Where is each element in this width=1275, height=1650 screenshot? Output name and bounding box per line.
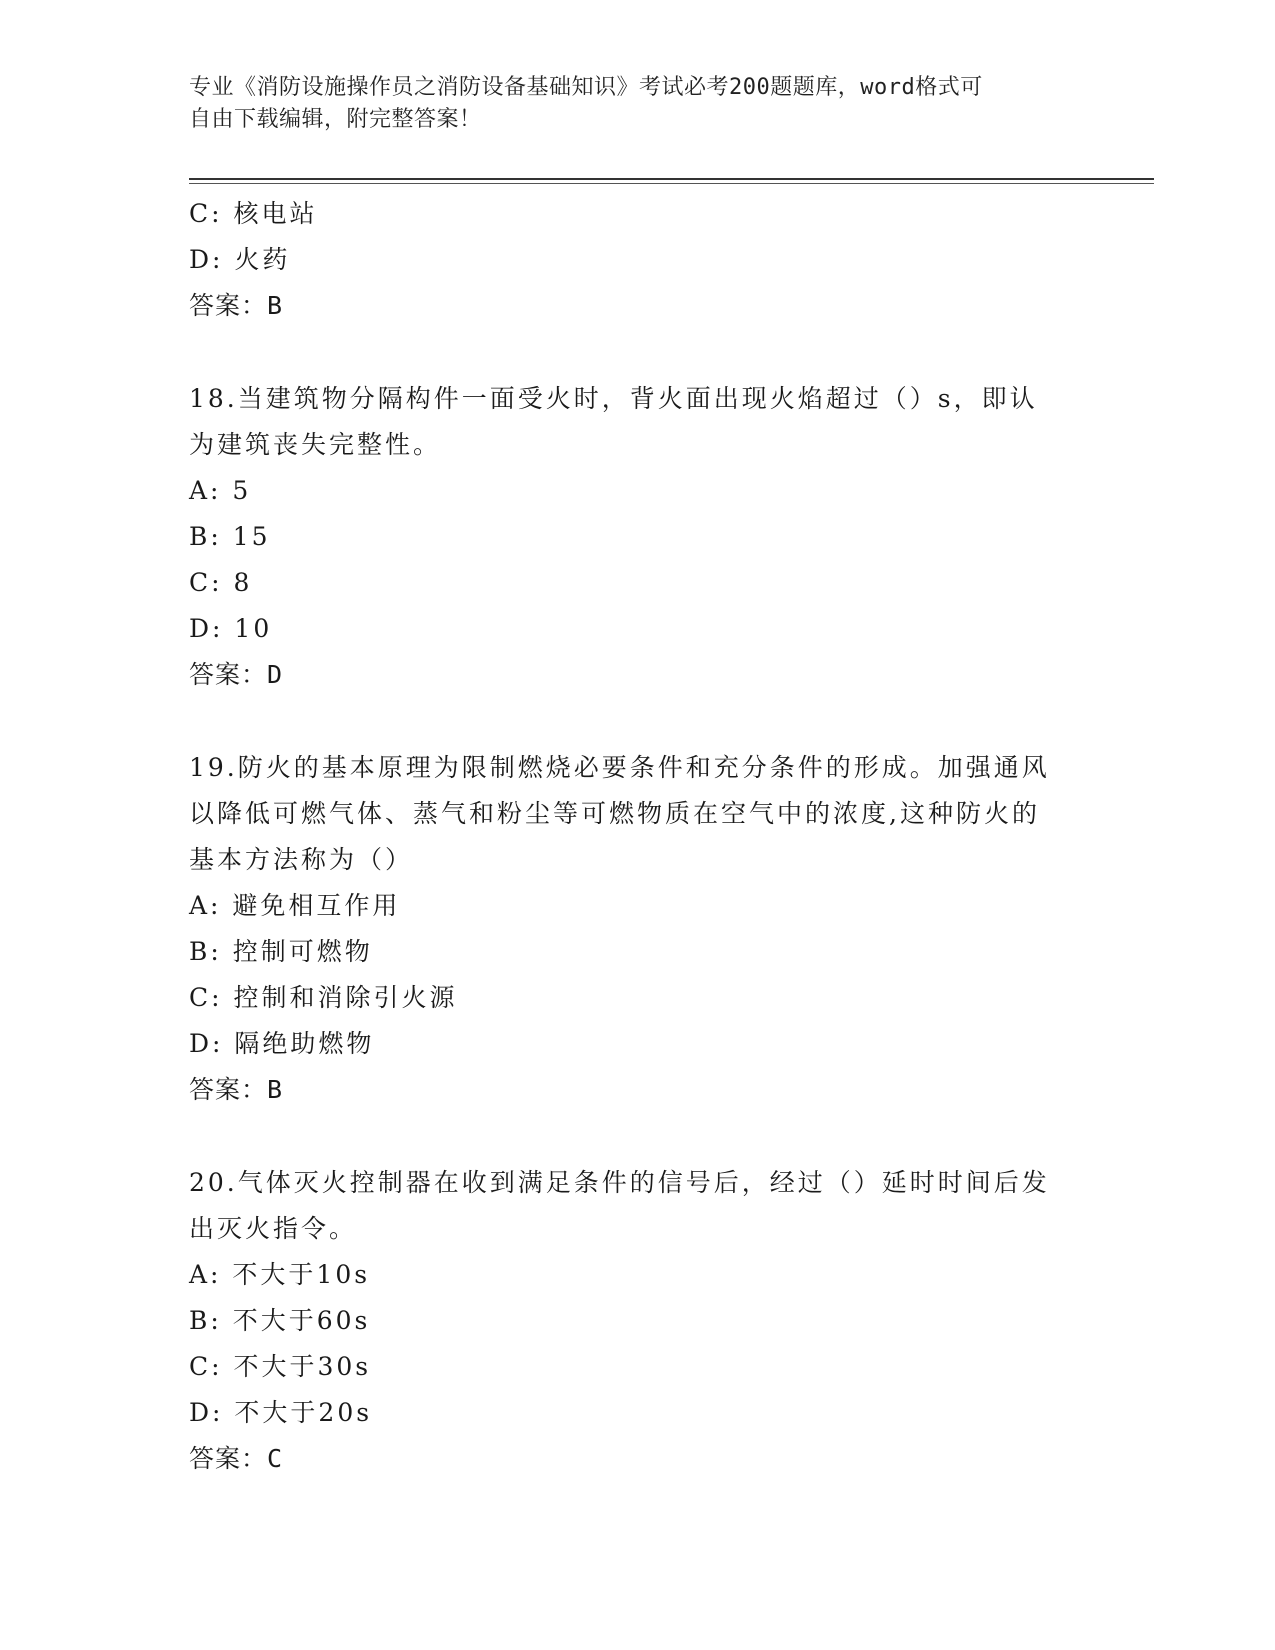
stem-line: 基本方法称为（） xyxy=(189,845,414,874)
header-divider xyxy=(189,178,1154,180)
answer: 答案：B xyxy=(189,291,284,320)
header-divider-thin xyxy=(189,183,1154,184)
stem-line: 20.气体灭火控制器在收到满足条件的信号后，经过（）延时时间后发 xyxy=(189,1168,1050,1197)
question-stem xyxy=(189,745,1069,883)
question-19 xyxy=(189,745,1089,1113)
stem-line: 以降低可燃气体、蒸气和粉尘等可燃物质在空气中的浓度,这种防火的 xyxy=(189,799,1040,828)
option-d: D: 火药 xyxy=(189,245,291,274)
option-c: C: 不大于30s xyxy=(189,1352,372,1381)
option-b: B: 不大于60s xyxy=(189,1306,371,1335)
answer: 答案：D xyxy=(189,660,284,689)
stem-line: 19.防火的基本原理为限制燃烧必要条件和充分条件的形成。加强通风 xyxy=(189,753,1050,782)
document-header xyxy=(189,72,1069,136)
option-a: A: 不大于10s xyxy=(189,1260,371,1289)
option-a: A: 5 xyxy=(189,476,252,505)
stem-line: 出灭火指令。 xyxy=(189,1214,358,1243)
question-stem xyxy=(189,1160,1069,1252)
question-18 xyxy=(189,376,1089,698)
spacer xyxy=(189,698,1089,745)
stem-line: 为建筑丧失完整性。 xyxy=(189,430,442,459)
option-d: D: 隔绝助燃物 xyxy=(189,1029,375,1058)
spacer xyxy=(189,329,1089,376)
spacer xyxy=(189,1113,1089,1160)
stem-line: 18.当建筑物分隔构件一面受火时，背火面出现火焰超过（）s，即认 xyxy=(189,384,1038,413)
option-c: C: 控制和消除引火源 xyxy=(189,983,458,1012)
header-line-1: 专业《消防设施操作员之消防设备基础知识》考试必考200题题库，word格式可 xyxy=(189,75,983,100)
option-d: D: 不大于20s xyxy=(189,1398,373,1427)
question-stem xyxy=(189,376,1069,468)
option-c: C: 8 xyxy=(189,568,253,597)
answer: 答案：C xyxy=(189,1444,284,1473)
question-list xyxy=(189,191,1089,1482)
option-c: C: 核电站 xyxy=(189,199,318,228)
header-line-2: 自由下载编辑，附完整答案！ xyxy=(189,107,482,132)
option-b: B: 15 xyxy=(189,522,271,551)
answer: 答案：B xyxy=(189,1075,284,1104)
question-20 xyxy=(189,1160,1089,1482)
option-d: D: 10 xyxy=(189,614,273,643)
question-17-continued xyxy=(189,191,1089,329)
option-a: A: 避免相互作用 xyxy=(189,891,401,920)
option-b: B: 控制可燃物 xyxy=(189,937,373,966)
